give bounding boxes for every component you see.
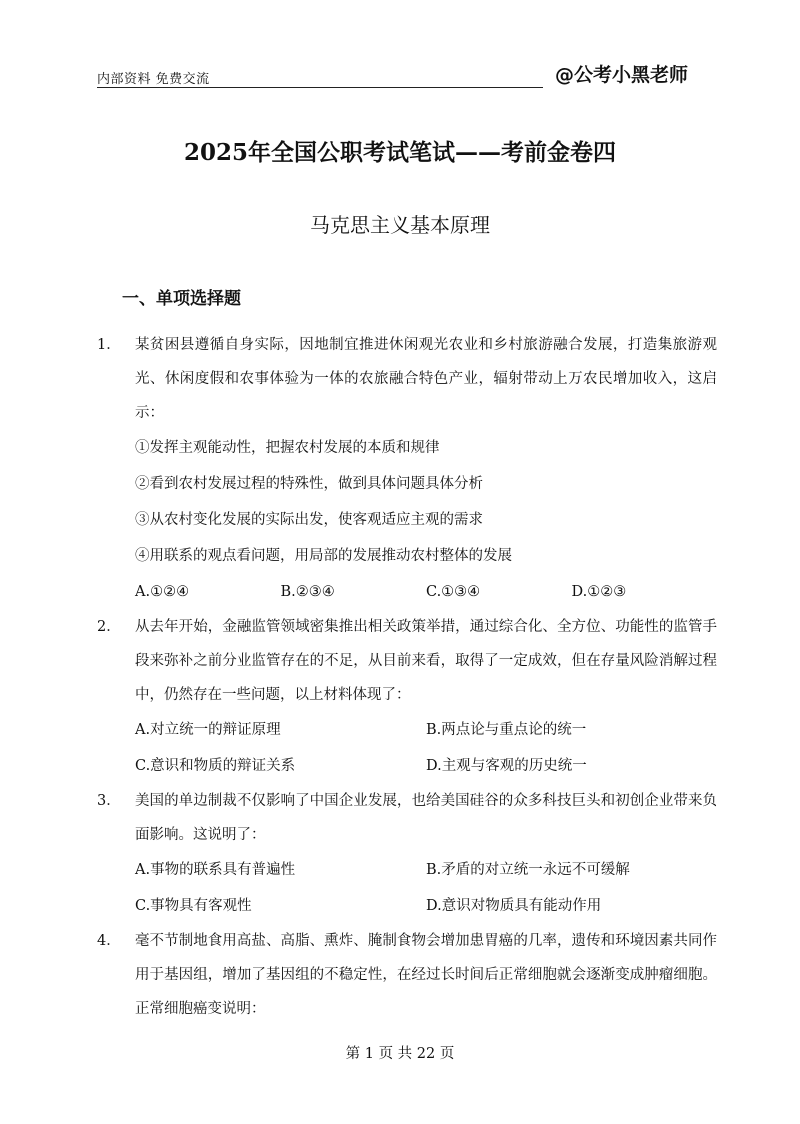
option-d: D.主观与客观的历史统一 bbox=[426, 758, 587, 774]
option-a: A.①②④ bbox=[135, 584, 190, 600]
option-c: C.事物具有客观性 bbox=[135, 898, 252, 914]
question-3 bbox=[97, 784, 717, 924]
answer-options bbox=[135, 574, 717, 610]
question-list bbox=[97, 328, 717, 1026]
question-2 bbox=[97, 610, 717, 784]
question-1 bbox=[97, 328, 717, 610]
question-number: 1． bbox=[97, 337, 121, 353]
option-b: B.②③④ bbox=[280, 584, 335, 600]
header-rule bbox=[97, 87, 543, 88]
question-stem: 美国的单边制裁不仅影响了中国企业发展，也给美国硅谷的众多科技巨头和初创企业带来负面影响。这说明了： bbox=[135, 793, 717, 843]
statement-4: ④用联系的观点看问题，用局部的发展推动农村整体的发展 bbox=[135, 548, 512, 564]
page-subtitle: 马克思主义基本原理 bbox=[310, 213, 490, 237]
question-number: 3． bbox=[97, 793, 121, 809]
option-a: A.事物的联系具有普遍性 bbox=[135, 862, 296, 878]
option-d: D.①②③ bbox=[571, 584, 627, 600]
option-c: C.意识和物质的辩证关系 bbox=[135, 758, 296, 774]
question-4 bbox=[97, 924, 717, 1026]
option-c: C.①③④ bbox=[426, 584, 481, 600]
statement-1: ①发挥主观能动性，把握农村发展的本质和规律 bbox=[135, 440, 440, 456]
header-author-tag: @公考小黑老师 bbox=[554, 64, 688, 86]
question-stem: 从去年开始，金融监管领域密集推出相关政策举措，通过综合化、全方位、功能性的监管手段来弥补之前分业监管存在的不足，从目前来看，取得了一定成效，但在存量风险消解过程中，仍然存在一些问题，以上材料体现了： bbox=[135, 619, 717, 703]
page-footer: 第 1 页 共 22 页 bbox=[345, 1046, 455, 1062]
option-d: D.意识对物质具有能动作用 bbox=[426, 898, 602, 914]
section-heading: 一、单项选择题 bbox=[122, 289, 241, 309]
statement-2: ②看到农村发展过程的特殊性，做到具体问题具体分析 bbox=[135, 476, 483, 492]
page-title: 2025年全国公职考试笔试——考前金卷四 bbox=[183, 139, 616, 166]
question-stem: 毫不节制地食用高盐、高脂、熏炸、腌制食物会增加患胃癌的几率，遗传和环境因素共同作用于基因组，增加了基因组的不稳定性，在经过长时间后正常细胞就会逐渐变成肿瘤细胞。正常细胞癌变说明： bbox=[135, 933, 717, 1017]
option-b: B.两点论与重点论的统一 bbox=[426, 722, 587, 738]
question-number: 4． bbox=[97, 933, 121, 949]
statement-3: ③从农村变化发展的实际出发，使客观适应主观的需求 bbox=[135, 512, 483, 528]
option-b: B.矛盾的对立统一永远不可缓解 bbox=[426, 862, 630, 878]
option-a: A.对立统一的辩证原理 bbox=[135, 722, 281, 738]
answer-options bbox=[135, 712, 717, 784]
header-left-text: 内部资料 免费交流 bbox=[97, 72, 210, 87]
question-number: 2． bbox=[97, 619, 121, 635]
answer-options bbox=[135, 852, 717, 924]
question-stem: 某贫困县遵循自身实际，因地制宜推进休闲观光农业和乡村旅游融合发展，打造集旅游观光、休闲度假和农事体验为一体的农旅融合特色产业，辐射带动上万农民增加收入，这启示： bbox=[135, 337, 717, 421]
